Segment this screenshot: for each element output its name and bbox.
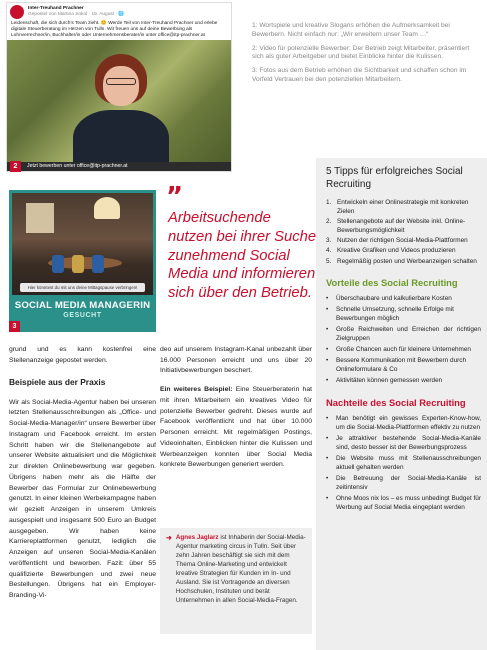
paragraph-lead: Ein weiteres Beispiel:: [160, 386, 233, 394]
bullet-icon: •: [326, 454, 329, 462]
social-post-job-ad: [6, 2, 232, 172]
post-text: Leidenschaft, die sich durch's Team zieht. 😊 Werde Teil von Inter-Treuhand Prachner und erlebe digitale Steuerberatung im Herzen von Tulln. Wir freuen uns auf deine Bewerbung als Lohnverrechner/in, Buchhalter/in oder Unternehmensberater/in unter office@itp-prachner.at: [11, 21, 218, 39]
bullet-icon: •: [326, 346, 329, 354]
list-item: 5. Regelmäßig posten und Werbeanzeigen schalten: [326, 257, 477, 265]
section-heading: Beispiele aus der Praxis: [9, 377, 106, 388]
social-post-manager-ad: [9, 190, 156, 332]
cons-list: [326, 414, 481, 513]
list-item: 2. Stellenangebote auf der Website inkl. Online-Bewerbungsmöglichkeit: [326, 218, 466, 235]
sidebar-title: 5 Tipps für erfolgreiches Social Recruiting: [326, 166, 463, 190]
note-3: 3: Fotos aus dem Betrieb erhöhen die Sichtbarkeit und schaffen schon im Vorfeld Vertrauen bei den potenziellen Mitarbeitern.: [252, 67, 467, 84]
list-item: 4. Kreative Grafiken und Videos produzieren: [326, 247, 456, 255]
note-2: 2: Video für potenzielle Bewerber: Der Betrieb zeigt Mitarbeiter, präsentiert sich als guter Arbeitgeber und bietet Einblicke hinter die Kulissen.: [252, 44, 470, 61]
pros-list: [326, 294, 481, 386]
bullet-icon: •: [326, 377, 329, 385]
figure-notes: [252, 22, 478, 90]
note-1: 1: Wortspiele und kreative Slogans erhöhen die Aufmerksamkeit bei Bewerbern. Nicht einfach nur: „Wir erweitern unser Team …“: [252, 22, 450, 38]
tips-sidebar: [316, 158, 487, 650]
post-meta: Gepostet von Martina Sokol · 19. August · 🌐: [28, 12, 125, 17]
post-photo-portrait: [7, 40, 231, 162]
company-logo-icon: [10, 5, 24, 19]
author-bio-text: Agnes Jaglarz ist Inhaberin der Social-Media-Agentur marketing circus in Tulln. Seit über zehn Jahren beschäftigt sie sich mit dem Thema Online-Marketing und entwickelt kreative Strategien für Kunden im In- und Ausland. Sie ist Vortragende an diversen Hochschulen, Instituten und berät Unternehmen in allen Social-Media-Fragen.: [175, 534, 306, 604]
tips-list: [326, 198, 481, 266]
arrow-right-icon: ➜: [166, 535, 172, 542]
list-item: • Große Chancen auch für kleinere Unternehmen: [326, 346, 471, 354]
list-item: • Man benötigt ein gewisses Experten-Know-how, um die Social-Media-Plattformen effektiv zu nutzen: [326, 414, 481, 431]
bullet-icon: •: [326, 357, 329, 365]
list-item: 3. Nutzen der richtigen Social-Media-Plattformen: [326, 237, 468, 245]
bullet-icon: •: [326, 434, 329, 442]
list-item: • Große Reichweiten und Erreichen der richtigen Zielgruppen: [326, 325, 481, 343]
list-item: • Bessere Kommunikation mit Bewerbern durch Onlineformulare & Co: [326, 357, 467, 374]
list-item: • Je attraktiver bestehende Social-Media-Kanäle sind, desto besser ist der Bewerbungsprozess: [326, 434, 481, 451]
paragraph-continued: deo auf unserem Instagram-Kanal unbezahlt über 16.000 Personen erreicht und uns über 20 Initiativbewerbungen beschert.: [160, 346, 312, 375]
bullet-icon: •: [326, 294, 329, 302]
article-column-2: [160, 345, 312, 479]
author-name: Agnes Jaglarz: [175, 534, 219, 541]
list-item: • Ohne Moos nix los – es muss unbedingt Budget für Werbung auf Social Media eingeplant werden: [326, 495, 481, 512]
figure-number-badge: 3: [9, 321, 20, 332]
list-item: • Aktivitäten können gemessen werden: [326, 377, 443, 385]
bullet-icon: •: [326, 305, 329, 313]
post-page-name: Inter-Treuhand Prachner: [28, 6, 84, 12]
bullet-icon: •: [326, 475, 329, 483]
post-cta-banner: Jetzt bewerben unter office@itp-prachner.at: [7, 162, 231, 171]
paragraph-example: Ein weiteres Beispiel: Eine Steuerberaterin hat mit ihren Mitarbeitern ein kreatives Video für potenzielle Bewerber gedreht. Dieses wurde auf Facebook veröffentlicht und hat über 10.000 Personen erreicht. Mit regelmäßigen Postings, Videoinhalten, Einblicken hinter die Kulissen und Werbeanzeigen konnten über Social Media konkrete Bewerbungen generiert werden.: [160, 386, 312, 469]
article-column-1: [9, 345, 156, 602]
figure-number-badge: 2: [10, 161, 21, 172]
paragraph-body: Wir als Social-Media-Agentur haben bei unseren letzten Stellenausschreibungen als „Office- und Social-Media-Manager/in“ unsere Bewerber über Instagram und Facebook erreicht. Im ersten Schritt haben wir die Stellenangebote auf unserer Website aktualisiert und die Möglichkeit zur direkten Onlinebewerbung war gegeben. Übrigens haben mehr als die Hälfte der Bewerber das Formular zur Onlinebewerbung genutzt. In einer kleinen Werbekampagne haben wir gezielt Anzeigen in unserem Umkreis ausgespielt und insgesamt 500 Euro an Budget ausgegeben. Wir haben keine Karriereplattformen genutzt, lediglich die Anzeigen auf unseren Social-Media-Kanälen veröffentlicht und beworben. Fazit: über 55 qualifizierte Bewerbungen und zwei neue Bestellungen. Übrigens hat ein Employer-Branding-Vi-: [9, 398, 156, 599]
author-bio-box: [160, 528, 312, 634]
list-item: • Überschaubare und kalkulierbare Kosten: [326, 294, 452, 302]
pros-heading: Vorteile des Social Recruiting: [326, 276, 458, 288]
bullet-icon: •: [326, 495, 329, 503]
photo-caption: Hier könntest du mit uns deine Mittagspause verbringen!: [20, 283, 145, 292]
post-header: [7, 3, 231, 21]
bullet-icon: •: [326, 414, 329, 422]
list-item: • Schnelle Umsetzung, schnelle Erfolge mit Bewerbungen möglich: [326, 305, 454, 322]
office-room-photo: [12, 193, 153, 295]
quote-mark-icon: ”: [166, 182, 184, 212]
paragraph-intro: grund und es kann kostenfrei eine Stellenanzeige gepostet werden.: [9, 346, 156, 364]
pull-quote: Arbeitsuchende nutzen bei ihrer Suche zunehmend Social Media und informieren sich über den Betrieb.: [168, 210, 317, 302]
ad-subtitle: GESUCHT: [63, 312, 102, 319]
cons-heading: Nachteile des Social Recruiting: [326, 396, 466, 408]
bullet-icon: •: [326, 325, 329, 333]
list-item: • Die Betreuung der Social-Media-Kanäle ist zeitintensiv: [326, 475, 481, 492]
list-item: • Die Website muss mit Stellenausschreibungen aktuell gehalten werden: [326, 454, 481, 471]
ad-title: SOCIAL MEDIA MANAGERIN: [14, 300, 151, 311]
list-item: 1. Entwickeln einer Onlinestrategie mit konkreten Zielen: [326, 199, 469, 216]
